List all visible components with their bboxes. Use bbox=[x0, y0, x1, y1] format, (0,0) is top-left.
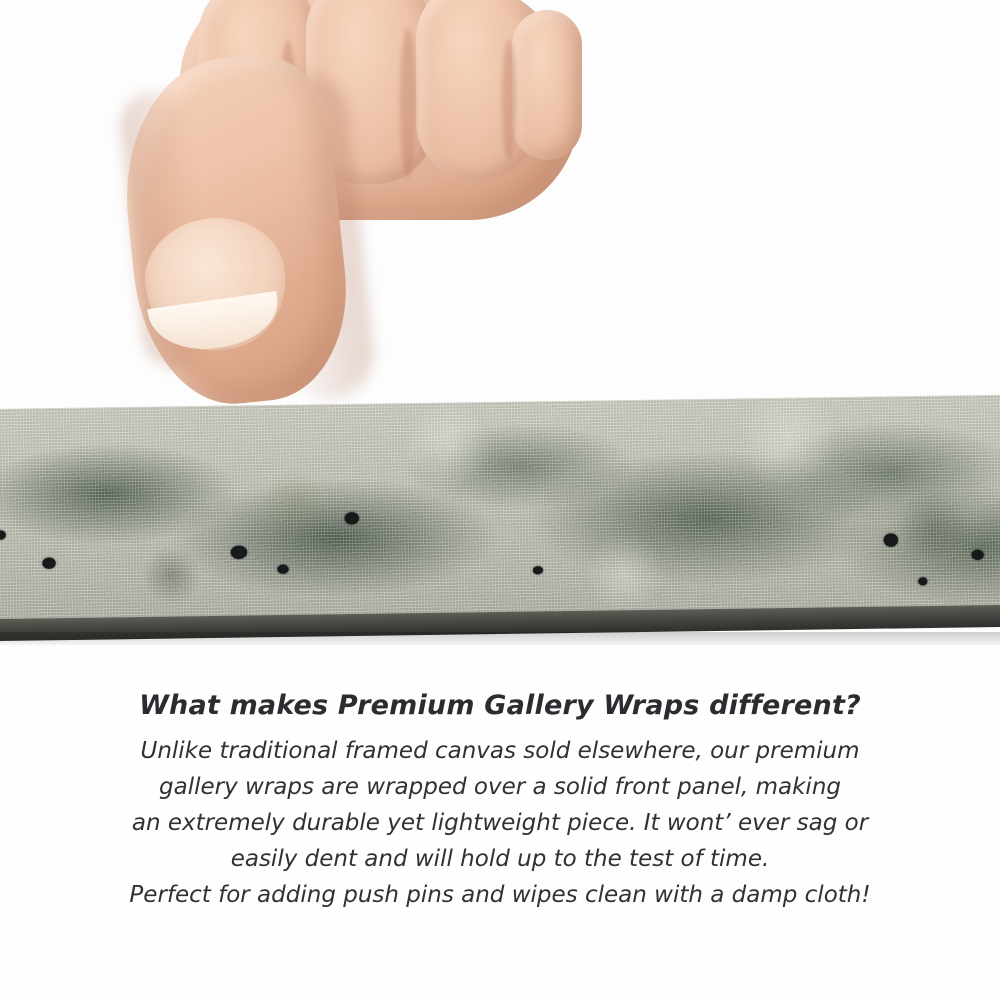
canvas-drop-shadow bbox=[0, 632, 1000, 645]
hand-illustration bbox=[120, 0, 580, 440]
canvas-mottling bbox=[0, 395, 1000, 626]
canvas-edge-strip bbox=[0, 395, 1000, 626]
caption-line: Unlike traditional framed canvas sold elsewhere, our premium bbox=[140, 738, 860, 764]
canvas-speck bbox=[918, 577, 927, 585]
canvas-speck bbox=[231, 545, 248, 559]
canvas-speck bbox=[277, 564, 288, 573]
canvas-speck bbox=[0, 530, 6, 539]
canvas-speck bbox=[971, 550, 984, 560]
caption-block bbox=[0, 690, 1000, 913]
finger-pinky bbox=[512, 10, 582, 160]
caption-line: easily dent and will hold up to the test of time. bbox=[230, 846, 770, 872]
knuckle-crease bbox=[400, 28, 416, 178]
caption-heading: What makes Premium Gallery Wraps different? bbox=[139, 690, 861, 721]
canvas-weave-texture bbox=[0, 395, 1000, 626]
caption-line: gallery wraps are wrapped over a solid front panel, making bbox=[159, 774, 841, 800]
knuckle-crease bbox=[502, 40, 516, 160]
canvas-speck bbox=[344, 512, 359, 525]
canvas-speck bbox=[533, 566, 543, 574]
canvas-speck bbox=[884, 533, 899, 547]
canvas-speck bbox=[42, 557, 56, 569]
caption-line: Perfect for adding push pins and wipes clean with a damp cloth! bbox=[129, 882, 871, 908]
caption-line: an extremely durable yet lightweight piece. It wont’ ever sag or bbox=[131, 810, 869, 836]
